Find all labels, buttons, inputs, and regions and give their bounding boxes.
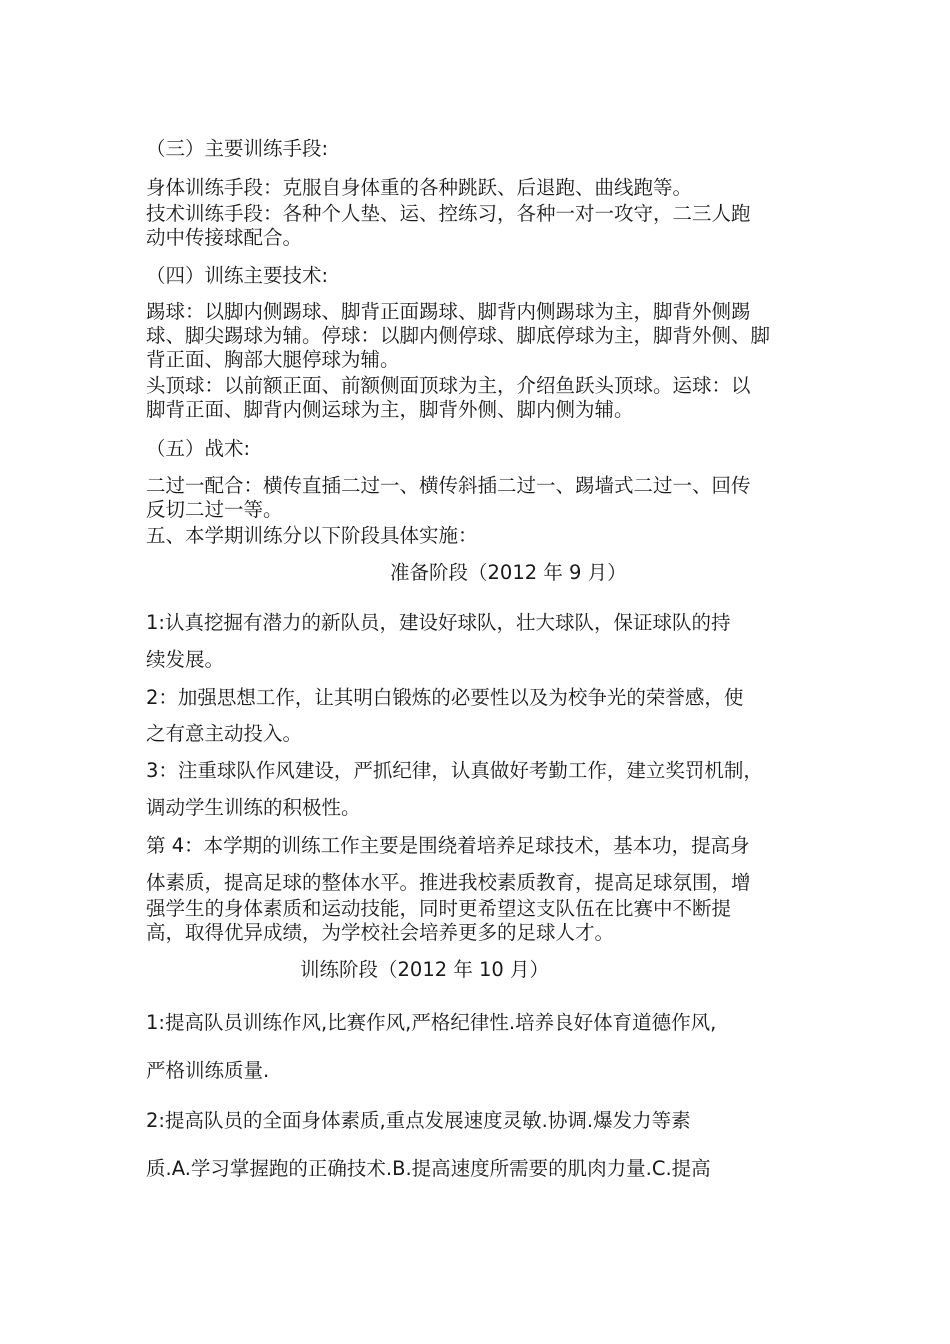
heading-four: （四）训练主要技术: <box>146 264 329 287</box>
kicking-line-2: 球、脚尖踢球为辅。停球：以脚内侧停球、脚底停球为主，脚背外侧、脚 <box>146 324 771 347</box>
heading-five: （五）战术: <box>146 437 251 460</box>
section-five-heading: 五、本学期训练分以下阶段具体实施： <box>146 524 478 547</box>
heading-ball-line-2: 脚背正面、脚背内侧运球为主，脚背外侧、脚内侧为辅。 <box>146 398 634 421</box>
train-item-2-line-1: 2:提高队员的全面身体素质,重点发展速度灵敏.协调.爆发力等素 <box>146 1109 691 1132</box>
prep-stage-title: 准备阶段（2012 年 9 月） <box>390 561 627 584</box>
prep-item-4-line-2: 体素质，提高足球的整体水平。推进我校素质教育，提高足球氛围，增 <box>146 871 751 894</box>
prep-item-4-line-1: 第 4：本学期的训练工作主要是围绕着培养足球技术，基本功，提高身 <box>146 834 750 857</box>
kicking-line-3: 背正面、胸部大腿停球为辅。 <box>146 348 400 371</box>
prep-item-3-line-2: 调动学生训练的积极性。 <box>146 796 361 819</box>
heading-three: （三）主要训练手段: <box>146 137 329 160</box>
tactics-line-1: 二过一配合：横传直插二过一、横传斜插二过一、踢墙式二过一、回传 <box>146 474 751 497</box>
train-item-1-line-1: 1:提高队员训练作风,比赛作风,严格纪律性.培养良好体育道德作风, <box>146 1011 717 1034</box>
prep-item-4-line-3: 强学生的身体素质和运动技能，同时更希望这支队伍在比赛中不断提 <box>146 897 732 920</box>
train-item-1-line-2: 严格训练质量. <box>146 1059 270 1082</box>
prep-item-2-line-2: 之有意主动投入。 <box>146 722 303 745</box>
technical-training-line-1: 技术训练手段：各种个人垫、运、控练习，各种一对一攻守，二三人跑 <box>146 202 751 225</box>
prep-item-3-line-1: 3：注重球队作风建设，严抓纪律，认真做好考勤工作，建立奖罚机制， <box>146 759 763 782</box>
kicking-line-1: 踢球：以脚内侧踢球、脚背正面踢球、脚背内侧踢球为主，脚背外侧踢 <box>146 300 751 323</box>
train-item-2-line-2: 质.A.学习掌握跑的正确技术.B.提高速度所需要的肌肉力量.C.提高 <box>146 1157 711 1180</box>
technical-training-line-2: 动中传接球配合。 <box>146 226 303 249</box>
train-stage-title: 训练阶段（2012 年 10 月） <box>300 958 550 981</box>
prep-item-2-line-1: 2：加强思想工作，让其明白锻炼的必要性以及为校争光的荣誉感，使 <box>146 686 744 709</box>
heading-ball-line-1: 头顶球：以前额正面、前额侧面顶球为主，介绍鱼跃头顶球。运球：以 <box>146 374 751 397</box>
prep-item-1-line-1: 1:认真挖掘有潜力的新队员，建设好球队，壮大球队，保证球队的持 <box>146 611 731 634</box>
prep-item-4-line-4: 高，取得优异成绩，为学校社会培养更多的足球人才。 <box>146 921 615 944</box>
physical-training-line: 身体训练手段：克服自身体重的各种跳跃、后退跑、曲线跑等。 <box>146 176 693 199</box>
prep-item-1-line-2: 续发展。 <box>146 648 225 671</box>
tactics-line-2: 反切二过一等。 <box>146 498 283 521</box>
